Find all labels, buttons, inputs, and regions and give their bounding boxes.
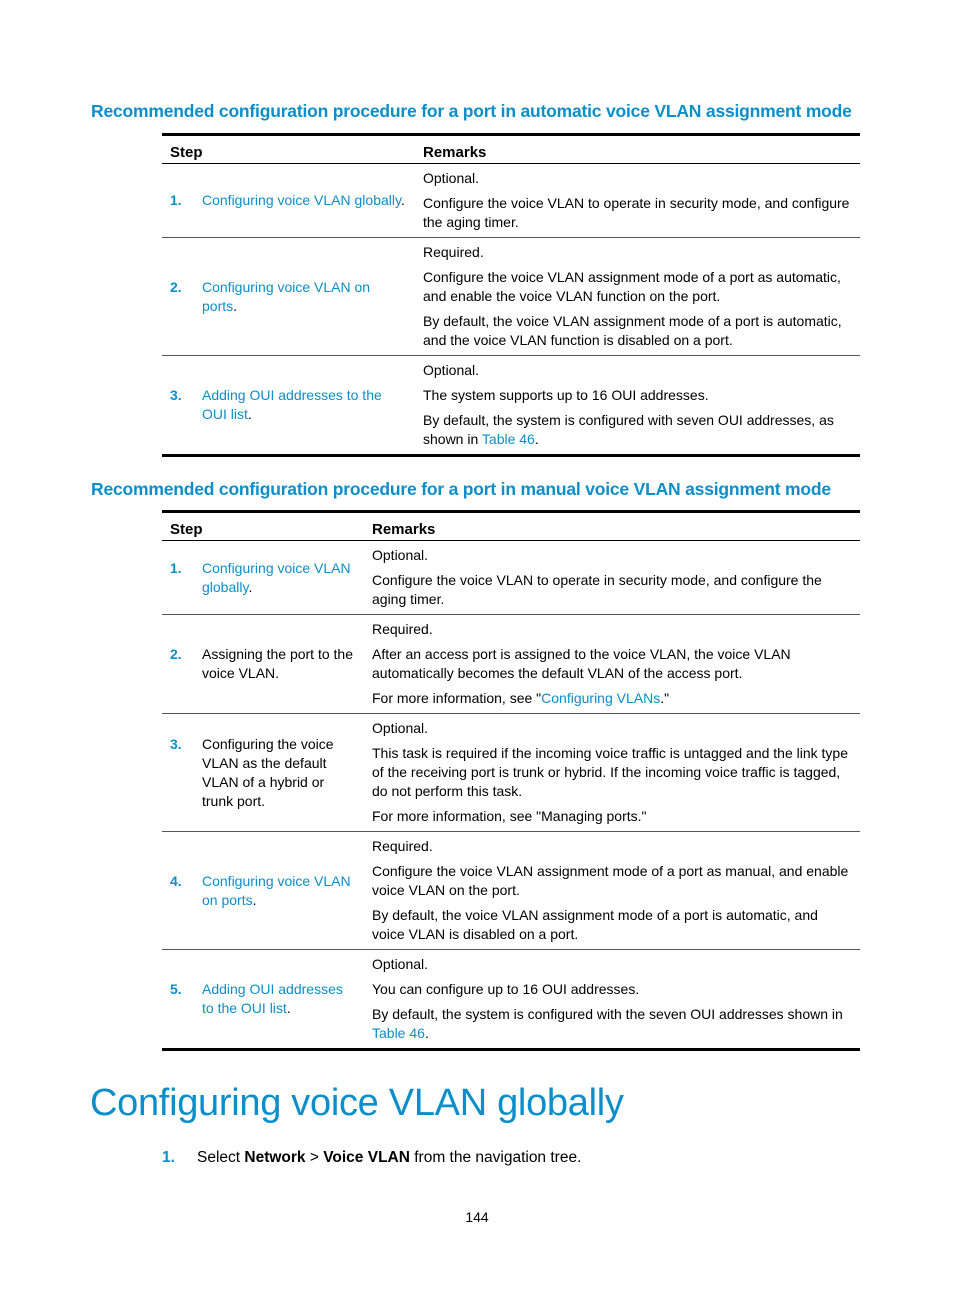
page-number: 144: [465, 1209, 489, 1225]
remark: Required.: [423, 244, 484, 260]
procedure-table-automatic: [162, 133, 860, 457]
step-text: Configuring the voice VLAN as the default VLAN of a hybrid or trunk port.: [202, 735, 334, 809]
remark: Optional.: [372, 956, 429, 972]
remark: Optional.: [372, 720, 429, 736]
step-number: 2.: [170, 646, 182, 662]
remark: You can configure up to 16 OUI addresses.: [372, 981, 640, 997]
remark: Optional.: [423, 362, 480, 378]
remark: Optional.: [372, 547, 429, 563]
instruction-step: [162, 1149, 581, 1167]
table-row: [162, 714, 860, 832]
remark: Configure the voice VLAN assignment mode of a port as manual, and enable voice VLAN on the port.: [372, 863, 849, 898]
section-heading-manual: Recommended configuration procedure for a port in manual voice VLAN assignment mode: [91, 479, 831, 499]
table-row: [162, 615, 860, 714]
step-link[interactable]: Adding OUI addresses to the OUI list: [202, 981, 343, 1016]
step-number: 1.: [162, 1149, 175, 1166]
step-number: 2.: [170, 278, 182, 295]
remark: After an access port is assigned to the voice VLAN, the voice VLAN automatically becomes the default VLAN of the access port.: [372, 646, 791, 681]
remark: The system supports up to 16 OUI addresses.: [423, 387, 709, 403]
step-number: 4.: [170, 872, 182, 889]
table-row: 1. Configuring voice VLAN globally. Optional. Configure the voice VLAN to operate in security mode, and configure the aging timer.: [162, 164, 860, 238]
configuring-vlans-link[interactable]: Configuring VLANs: [541, 690, 661, 706]
table-row: 5. Adding OUI addresses to the OUI list. Optional. You can configure up to 16 OUI addresses. By default, the system is configured with the seven OUI addresses shown in Table 46.: [162, 950, 860, 1050]
table-46-link[interactable]: Table 46: [481, 431, 535, 447]
table-row: 1. Configuring voice VLAN globally. Optional. Configure the voice VLAN to operate in security mode, and configure the aging timer.: [162, 541, 860, 615]
remark: By default, the system is configured with seven OUI addresses, as shown in Table 46.: [423, 412, 834, 447]
remark: This task is required if the incoming voice traffic is untagged and the link type of the receiving port is trunk or hybrid. If the incoming voice traffic is tagged, do not perform this task.: [372, 745, 848, 799]
remark: Required.: [372, 621, 433, 637]
table-row: 2. Configuring voice VLAN on ports. Required. Configure the voice VLAN assignment mode of a port as automatic, and enable the voice VLAN function on the port. By default, the voice VLAN assignment mode of a port is automatic, and the voice VLAN function is disabled on a port.: [162, 238, 860, 356]
table-row: 4. Configuring voice VLAN on ports. Required. Configure the voice VLAN assignment mode of a port as manual, and enable voice VLAN on the port. By default, the voice VLAN assignment mode of a port is automatic, and voice VLAN is disabled on a port.: [162, 832, 860, 950]
remark: For more information, see "Configuring VLANs.": [372, 690, 670, 706]
step-link[interactable]: Adding OUI addresses to the OUI list: [202, 387, 382, 422]
step-link[interactable]: Configuring voice VLAN globally: [202, 192, 401, 208]
step-link[interactable]: Configuring voice VLAN on ports: [202, 278, 371, 314]
remark: By default, the voice VLAN assignment mode of a port is automatic, and the voice VLAN function is disabled on a port.: [423, 313, 842, 348]
menu-network: Network: [244, 1149, 306, 1166]
remark: Configure the voice VLAN to operate in security mode, and configure the aging timer.: [372, 572, 822, 607]
step-number: 3.: [170, 735, 182, 752]
remark: By default, the system is configured with the seven OUI addresses shown in Table 46.: [372, 1006, 843, 1041]
step-text: Assigning the port to the voice VLAN.: [202, 646, 353, 681]
remark: Configure the voice VLAN assignment mode of a port as automatic, and enable the voice VLAN function on the port.: [423, 269, 841, 304]
remark: By default, the voice VLAN assignment mode of a port is automatic, and voice VLAN is disabled on a port.: [372, 907, 818, 942]
column-header-step: Step: [162, 512, 364, 541]
instruction-text: Select Network > Voice VLAN from the navigation tree.: [197, 1149, 582, 1166]
remark: For more information, see "Managing ports.": [372, 808, 647, 824]
step-number: 3.: [170, 387, 182, 403]
chapter-title: Configuring voice VLAN globally: [90, 1082, 624, 1124]
remark: Optional.: [423, 170, 480, 186]
column-header-remarks: Remarks: [415, 135, 860, 164]
step-link[interactable]: Configuring voice VLAN on ports: [202, 872, 351, 908]
section-heading-automatic: Recommended configuration procedure for a port in automatic voice VLAN assignment mode: [91, 101, 852, 121]
table-46-link[interactable]: Table 46: [372, 1025, 425, 1041]
menu-voice-vlan: Voice VLAN: [323, 1149, 410, 1166]
step-number: 5.: [170, 981, 182, 997]
step-number: 1.: [170, 559, 182, 576]
table-row: 3. Adding OUI addresses to the OUI list. Optional. The system supports up to 16 OUI addresses. By default, the system is configured with seven OUI addresses, as shown in Table 46.: [162, 356, 860, 456]
step-number: 1.: [170, 192, 182, 208]
column-header-remarks: Remarks: [364, 512, 860, 541]
remark: Required.: [372, 838, 433, 854]
remark: Configure the voice VLAN to operate in security mode, and configure the aging timer.: [423, 195, 850, 230]
step-link[interactable]: Configuring voice VLAN globally: [202, 559, 351, 595]
column-header-step: Step: [162, 135, 415, 164]
procedure-table-manual: [162, 510, 860, 1051]
